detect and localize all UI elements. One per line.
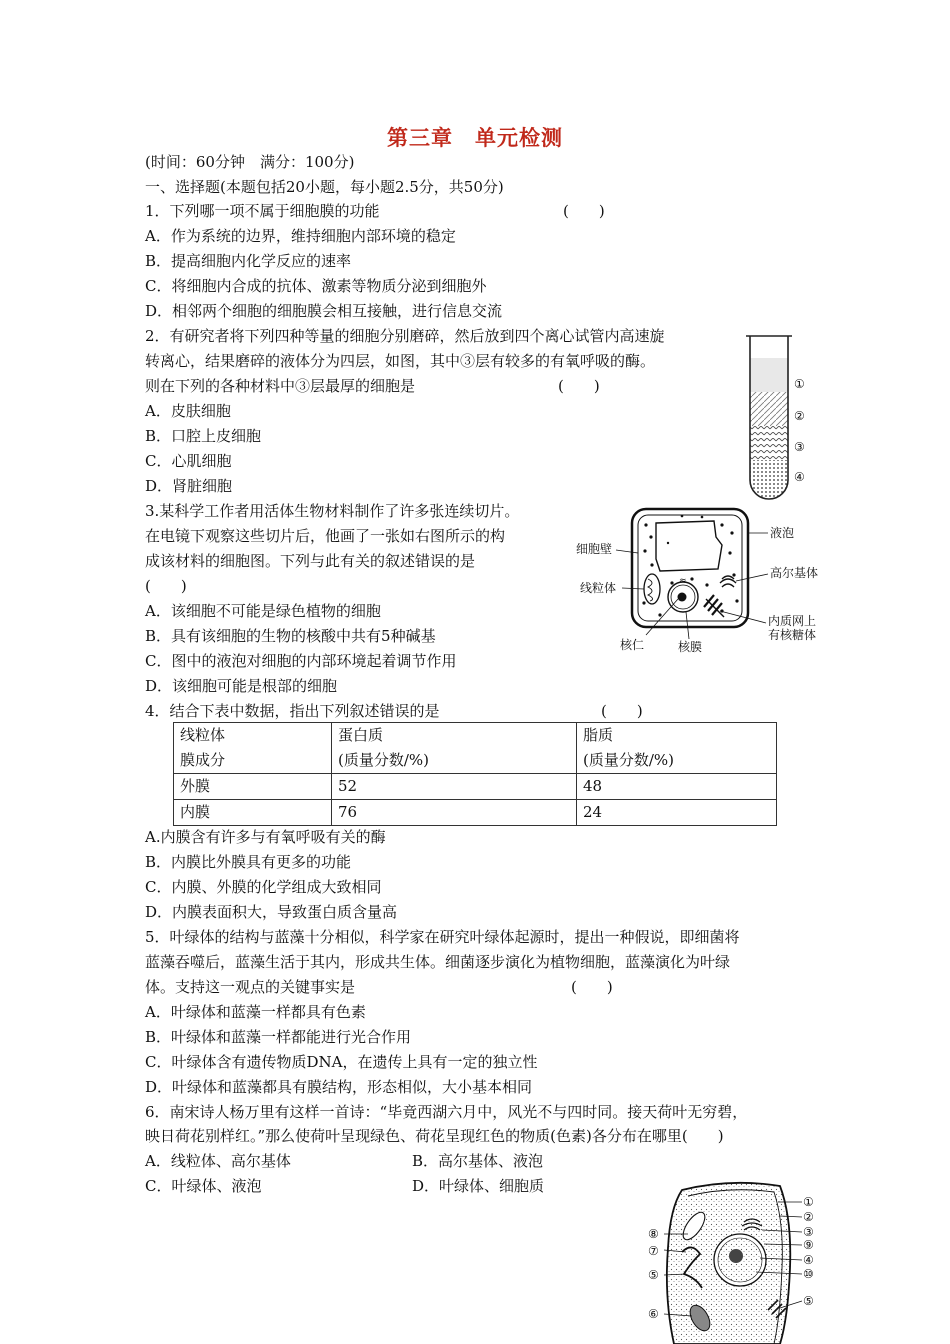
header-text: (质量分数/%) <box>338 751 430 769</box>
q4-option-b: B．内膜比外膜具有更多的功能 <box>145 853 352 871</box>
header-text: 脂质 <box>583 726 614 744</box>
vacuole <box>656 521 722 571</box>
q5-option-b: B．叶绿体和蓝藻一样都能进行光合作用 <box>145 1028 412 1046</box>
exam-meta: (时间：60分钟 满分：100分) <box>145 153 355 171</box>
label-mitochondrion: 线粒体 <box>580 581 617 595</box>
q6-option-d: D．叶绿体、细胞质 <box>412 1177 545 1195</box>
q4-stem: 4．结合下表中数据，指出下列叙述错误的是 <box>145 702 440 720</box>
q5-option-c: C．叶绿体含有遗传物质DNA，在遗传上具有一定的独立性 <box>145 1053 538 1071</box>
table-row <box>174 800 777 826</box>
q2-option-b: B．口腔上皮细胞 <box>145 427 262 445</box>
page-title: 第三章 单元检测 <box>387 125 563 150</box>
fig-label: ⑤ <box>648 1268 659 1282</box>
fig-label: ⑩ <box>803 1267 814 1281</box>
section-heading: 一、选择题(本题包括20小题，每小题2.5分，共50分) <box>145 178 504 196</box>
header-text: 线粒体 <box>180 726 226 744</box>
table-header-row <box>174 723 777 774</box>
q5-stem-line1: 5．叶绿体的结构与蓝藻十分相似，科学家在研究叶绿体起源时，提出一种假说，即细菌将 <box>145 928 740 946</box>
q2-option-a: A．皮肤细胞 <box>145 402 231 420</box>
table-cell: 24 <box>577 800 777 826</box>
q2-answer-blank: ( ) <box>558 377 600 395</box>
header-text: 蛋白质 <box>338 726 384 744</box>
q5-stem-line2: 蓝藻吞噬后，蓝藻生活于其内，形成共生体。细菌逐步演化为植物细胞，蓝藻演化为叶绿 <box>145 953 731 971</box>
layer-3 <box>750 426 788 460</box>
q1-option-a: A．作为系统的边界，维持细胞内部环境的稳定 <box>145 227 456 245</box>
table-cell: 76 <box>332 800 577 826</box>
q4-answer-blank: ( ) <box>601 702 643 720</box>
fig-label: ③ <box>803 1225 814 1239</box>
tube-label-3: ③ <box>794 440 805 454</box>
q1-option-d: D．相邻两个细胞的细胞膜会相互接触，进行信息交流 <box>145 302 503 320</box>
cell-structure-figure <box>640 1178 830 1344</box>
nucleolus <box>729 1249 743 1263</box>
label-nuclear-envelope: 核膜 <box>678 640 703 654</box>
fig-label: ⑦ <box>648 1244 659 1258</box>
q4-option-c: C．内膜、外膜的化学组成大致相同 <box>145 878 382 896</box>
q1-option-b: B．提高细胞内化学反应的速率 <box>145 252 352 270</box>
fig-label: ⑥ <box>648 1307 659 1321</box>
header-text: (质量分数/%) <box>583 751 675 769</box>
centrifuge-tube-figure <box>740 330 830 510</box>
table-header-cell <box>174 723 332 774</box>
q4-option-d: D．内膜表面积大，导致蛋白质含量高 <box>145 903 398 921</box>
q2-stem-line3: 则在下列的各种材料中③层最厚的细胞是 <box>145 377 416 395</box>
fig-label: ⑤ <box>803 1294 814 1308</box>
table-cell: 外膜 <box>174 774 332 800</box>
q2-option-c: C．心肌细胞 <box>145 452 232 470</box>
q3-option-a: A．该细胞不可能是绿色植物的细胞 <box>145 602 381 620</box>
q3-answer-blank: ( ) <box>145 577 187 595</box>
label-er-line1: 内质网上 <box>768 614 817 628</box>
q6-option-a: A．线粒体、高尔基体 <box>145 1152 291 1170</box>
fig-label: ⑧ <box>648 1227 659 1241</box>
label-vacuole: 液泡 <box>770 526 795 540</box>
layer-1 <box>750 358 788 392</box>
q3-option-c: C．图中的液泡对细胞的内部环境起着调节作用 <box>145 652 457 670</box>
svg-text:≈: ≈ <box>679 576 687 586</box>
q6-option-c: C．叶绿体、液泡 <box>145 1177 262 1195</box>
plant-cell-figure <box>572 503 830 658</box>
table-row <box>174 774 777 800</box>
table-header-cell <box>577 723 777 774</box>
q3-option-b: B．具有该细胞的生物的核酸中共有5种碱基 <box>145 627 436 645</box>
q5-option-d: D．叶绿体和蓝藻都具有膜结构，形态相似，大小基本相同 <box>145 1078 533 1096</box>
header-text: 膜成分 <box>180 751 226 769</box>
label-nucleolus: 核仁 <box>620 638 645 652</box>
table-cell: 52 <box>332 774 577 800</box>
tube-label-4: ④ <box>794 470 805 484</box>
q2-stem-line1: 2．有研究者将下列四种等量的细胞分别磨碎，然后放到四个离心试管内高速旋 <box>145 327 665 345</box>
tube-label-1: ① <box>794 377 805 391</box>
layer-2 <box>750 392 788 426</box>
q4-option-a: A.内膜含有许多与有氧呼吸有关的酶 <box>145 828 386 846</box>
label-golgi: 高尔基体 <box>770 566 819 580</box>
q2-option-d: D．肾脏细胞 <box>145 477 233 495</box>
table-header-cell <box>332 723 577 774</box>
fig-label: ① <box>803 1195 814 1209</box>
q3-option-d: D．该细胞可能是根部的细胞 <box>145 677 338 695</box>
q3-stem-line3: 成该材料的细胞图。下列与此有关的叙述错误的是 <box>145 552 476 570</box>
q3-stem-line2: 在电镜下观察这些切片后，他画了一张如右图所示的构 <box>145 527 506 545</box>
label-er-line2: 有核糖体 <box>768 628 817 642</box>
q5-stem-line3: 体。支持这一观点的关键事实是 <box>145 978 356 996</box>
tube-label-2: ② <box>794 409 805 423</box>
q5-option-a: A．叶绿体和蓝藻一样都具有色素 <box>145 1003 366 1021</box>
table-cell: 48 <box>577 774 777 800</box>
q6-stem-line2: 映日荷花别样红。”那么使荷叶呈现绿色、荷花呈现红色的物质(色素)各分布在哪里( ) <box>145 1127 724 1145</box>
nucleolus <box>678 593 687 602</box>
q1-stem: 1．下列哪一项不属于细胞膜的功能 <box>145 202 380 220</box>
table-cell: 内膜 <box>174 800 332 826</box>
fig-label: ④ <box>803 1253 814 1267</box>
q5-answer-blank: ( ) <box>571 978 613 996</box>
membrane-composition-table <box>173 722 777 826</box>
fig-label: ② <box>803 1210 814 1224</box>
q3-stem-line1: 3.某科学工作者用活体生物材料制作了许多张连续切片。 <box>145 502 520 520</box>
q6-stem-line1: 6．南宋诗人杨万里有这样一首诗：“毕竟西湖六月中，风光不与四时同。接天荷叶无穷碧， <box>145 1103 748 1121</box>
q1-answer-blank: ( ) <box>563 202 605 220</box>
fig-label: ⑨ <box>803 1238 814 1252</box>
q6-option-b: B．高尔基体、液泡 <box>412 1152 544 1170</box>
label-cell-wall: 细胞壁 <box>576 542 613 556</box>
q1-option-c: C．将细胞内合成的抗体、激素等物质分泌到细胞外 <box>145 277 487 295</box>
q2-stem-line2: 转离心，结果磨碎的液体分为四层，如图，其中③层有较多的有氧呼吸的酶。 <box>145 352 656 370</box>
